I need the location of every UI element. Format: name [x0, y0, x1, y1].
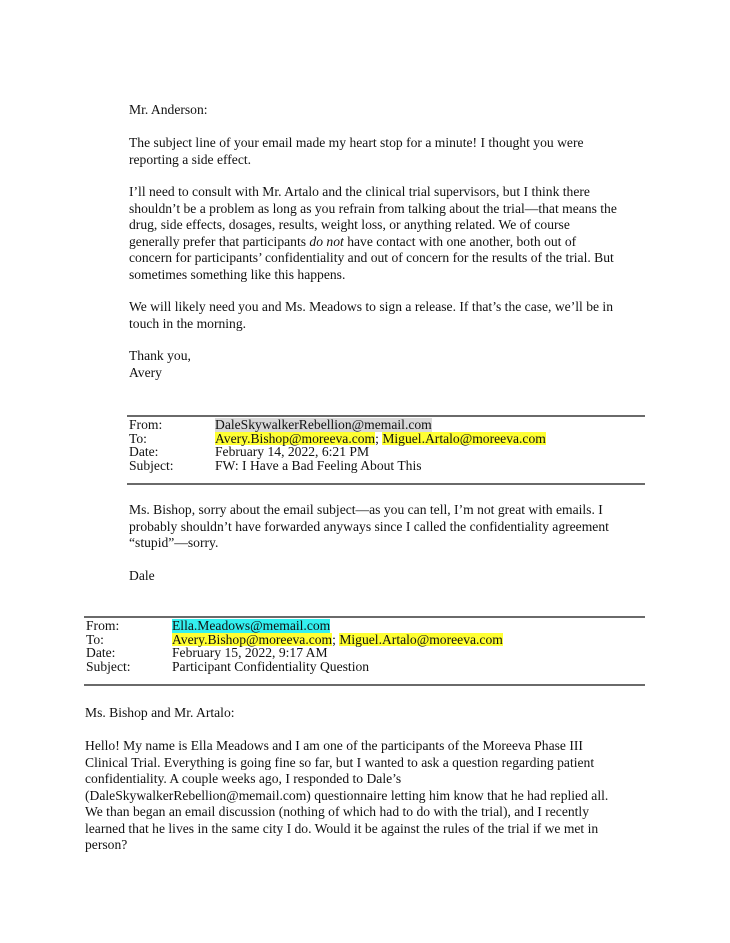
text-run: generally prefer that participants — [129, 233, 310, 249]
paragraph-line: Ms. Bishop, sorry about the email subject—as you can tell, I’m not great with emails. I — [129, 502, 603, 517]
paragraph-line: concern for participants’ confidentiality and out of concern for the results of the trial. But — [129, 250, 614, 265]
header-subject-row — [86, 660, 503, 674]
dale-email-body — [129, 502, 609, 552]
avery-paragraph-3 — [129, 299, 613, 332]
header-date-row — [86, 646, 503, 660]
avery-salutation — [129, 102, 208, 119]
subject-label: Subject: — [86, 658, 131, 674]
signature-text: Avery — [129, 364, 162, 380]
to-address-avery[interactable]: Avery.Bishop@moreeva.com — [215, 430, 376, 446]
subject-value: FW: I Have a Bad Feeling About This — [215, 457, 422, 473]
to-label: To: — [129, 430, 147, 446]
paragraph-line: touch in the morning. — [129, 315, 247, 331]
closing-text: Thank you, — [129, 348, 191, 363]
date-value: February 15, 2022, 9:17 AM — [172, 645, 328, 660]
to-address-miguel[interactable]: Miguel.Artalo@moreeva.com — [382, 430, 546, 446]
date-label: Date: — [129, 444, 159, 459]
ella-email-body — [85, 738, 608, 854]
paragraph-line: drug, side effects, dosages, results, weight loss, or anything related. We of course — [129, 217, 570, 232]
ella-email-header — [86, 619, 503, 673]
dale-email-header — [129, 418, 546, 472]
header-from-row — [129, 418, 546, 432]
header-bottom-rule — [127, 483, 645, 485]
header-date-row — [129, 445, 546, 459]
subject-value: Participant Confidentiality Question — [172, 658, 370, 674]
paragraph-line: shouldn’t be a problem as long as you refrain from talking about the trial—that means the — [129, 200, 617, 216]
paragraph-line: Hello! My name is Ella Meadows and I am one of the participants of the Moreeva Phase III — [85, 738, 583, 753]
avery-signoff — [129, 348, 191, 381]
from-address[interactable]: Ella.Meadows@memail.com — [172, 618, 331, 633]
salutation-text: Mr. Anderson: — [129, 102, 208, 117]
header-to-row — [86, 633, 503, 647]
from-label: From: — [86, 618, 120, 633]
paragraph-line: confidentiality. A couple weeks ago, I responded to Dale’s — [85, 771, 402, 786]
paragraph-line — [129, 234, 617, 251]
to-label: To: — [86, 631, 104, 647]
paragraph-line: (DaleSkywalkerRebellion@memail.com) questionnaire letting him know that he had replied all. — [85, 787, 609, 803]
text-run: have contact with one another, both out of — [343, 233, 577, 249]
to-separator: ; — [375, 430, 383, 446]
paragraph-line: probably shouldn’t have forwarded anyways since I called the confidentiality agreement — [129, 518, 609, 534]
from-label: From: — [129, 417, 163, 432]
dale-signature — [129, 568, 155, 585]
paragraph-line: person? — [85, 837, 128, 852]
header-subject-row — [129, 459, 546, 473]
header-bottom-rule — [84, 684, 645, 686]
paragraph-line: learned that he lives in the same city I do. Would it be against the rules of the trial if we met in — [85, 820, 599, 836]
signature-text: Dale — [129, 568, 155, 583]
to-separator: ; — [332, 631, 340, 647]
paragraph-line: The subject line of your email made my heart stop for a minute! I thought you were — [129, 135, 584, 150]
salutation-text: Ms. Bishop and Mr. Artalo: — [85, 705, 235, 720]
paragraph-line: Clinical Trial. Everything is going fine so far, but I wanted to ask a question regarding patient — [85, 754, 595, 770]
ella-salutation — [85, 705, 235, 722]
date-label: Date: — [86, 645, 116, 660]
avery-paragraph-2 — [129, 184, 617, 283]
paragraph-line: reporting a side effect. — [129, 151, 252, 167]
paragraph-line: We will likely need you and Ms. Meadows to sign a release. If that’s the case, we’ll be in — [129, 299, 613, 314]
emphasis-text: do not — [309, 233, 344, 249]
paragraph-line: “stupid”—sorry. — [129, 535, 219, 550]
header-top-rule — [84, 616, 645, 618]
to-address-miguel[interactable]: Miguel.Artalo@moreeva.com — [339, 631, 503, 647]
avery-paragraph-1 — [129, 135, 584, 168]
subject-label: Subject: — [129, 457, 174, 473]
paragraph-line: I’ll need to consult with Mr. Artalo and the clinical trial supervisors, but I think there — [129, 184, 590, 199]
paragraph-line: sometimes something like this happens. — [129, 266, 346, 282]
header-from-row — [86, 619, 503, 633]
header-to-row — [129, 432, 546, 446]
to-address-avery[interactable]: Avery.Bishop@moreeva.com — [172, 631, 333, 647]
date-value: February 14, 2022, 6:21 PM — [215, 444, 370, 459]
paragraph-line: We than began an email discussion (nothing of which had to do with the trial), and I recently — [85, 804, 590, 819]
from-address[interactable]: DaleSkywalkerRebellion@memail.com — [215, 417, 432, 432]
